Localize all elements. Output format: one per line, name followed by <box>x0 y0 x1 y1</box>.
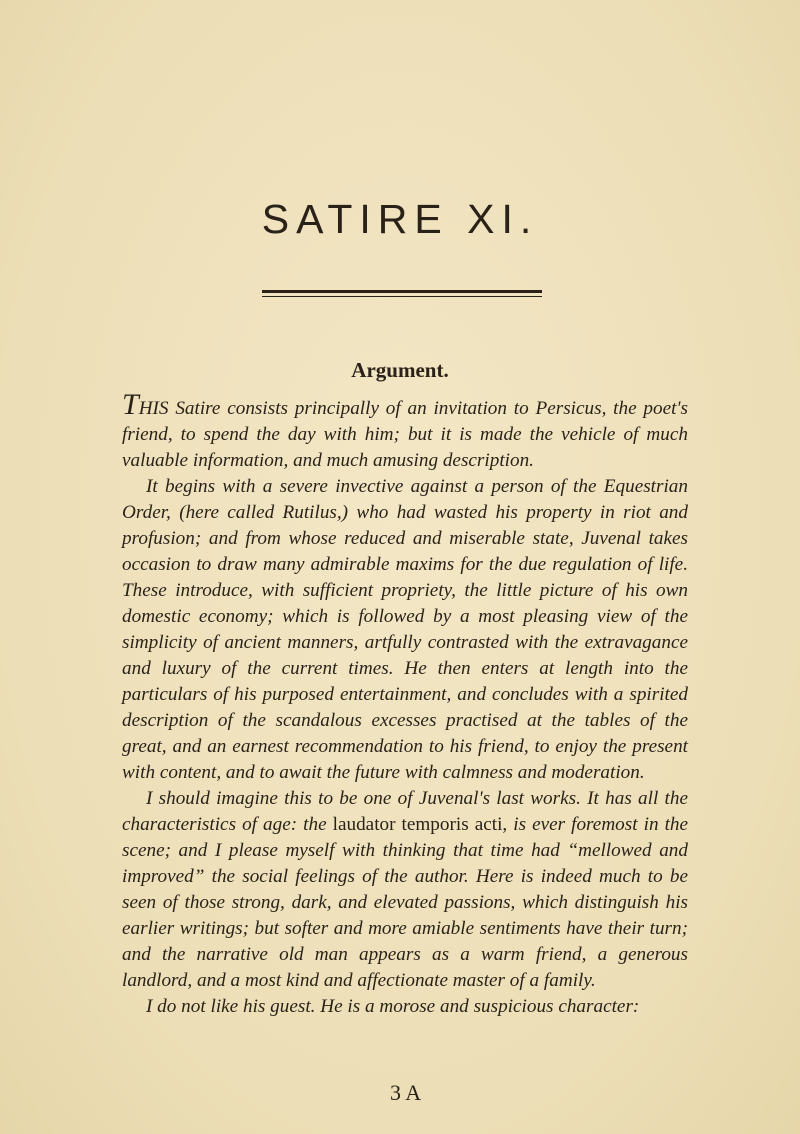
latin-phrase: laudator temporis acti, <box>332 814 508 835</box>
title-rule <box>262 290 542 297</box>
paragraph-2: It begins with a severe invective against a person of the Equestrian Order, (here called Rutilus,) who had wasted his property in riot and profusion; and from whose reduced and miserable state, Juvenal takes occasion to draw many admirable maxims for the due regulation of life. These introduce, with sufficient propriety, the little picture of his own domestic economy; which is followed by a most pleasing view of the simplicity of ancient manners, artfully contrasted with the extravagance and luxury of the current times. He then enters at length into the particulars of his purposed entertainment, and concludes with a spirited description of the scandalous excesses practised at the tables of the great, and an earnest recommendation to his friend, to enjoy the present with content, and to await the future with calmness and moderation. <box>122 476 688 783</box>
signature-mark: 3 A <box>390 1080 422 1105</box>
paragraph-1 <box>122 388 688 474</box>
paragraph-3 <box>122 786 688 994</box>
paragraph-1-text: HIS Satire consists principally of an invitation to Persicus, the poet's friend, to spend the day with him; but it is made the vehicle of much valuable information, and much amusing description. <box>122 398 688 471</box>
page-title: SATIRE XI. <box>261 196 539 242</box>
paragraph-3-text-b: is ever foremost in the scene; and I please myself with thinking that time had “mellowed and improved” the social feelings of the author. Here is indeed much to be seen of those strong, dark, and elevated passions, which distinguish his earlier writings; but softer and more amiable sentiments have their turn; and the narrative old man appears as a warm friend, a generous landlord, and a most kind and affectionate master of a family. <box>122 814 689 991</box>
paragraph-4: I do not like his guest. He is a morose and suspicious character: <box>146 996 640 1017</box>
argument-heading: Argument. <box>351 358 449 382</box>
argument-text <box>122 388 689 1020</box>
drop-cap: T <box>122 388 139 421</box>
paragraph-3-text-a: I should imagine this to be one of Juvenal's last works. It has all the characteristics of age: the <box>122 788 688 835</box>
